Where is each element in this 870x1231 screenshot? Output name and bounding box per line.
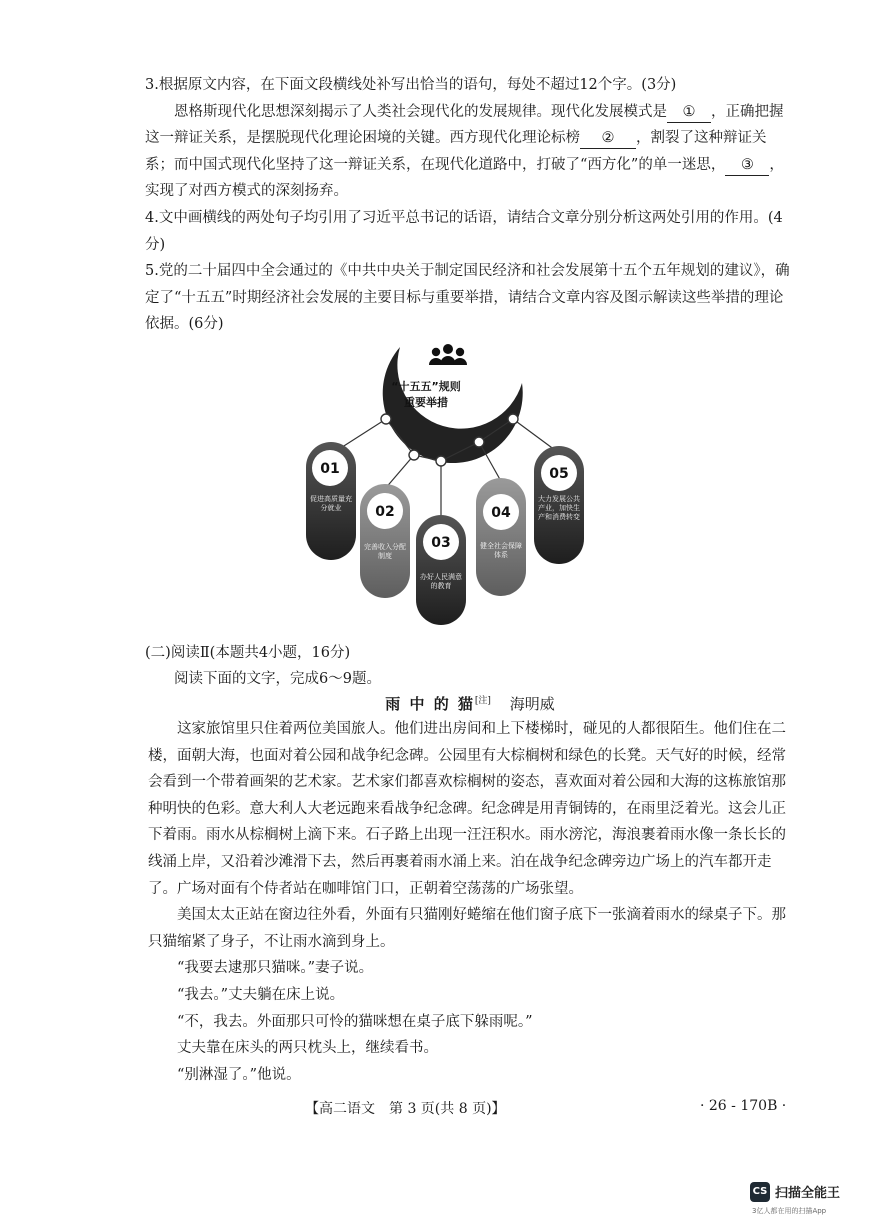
passage-paragraph: “我去。”丈夫躺在床上说。 (177, 986, 345, 1003)
camscanner-logo-icon: CS (750, 1182, 770, 1202)
measures-diagram (296, 335, 596, 635)
measure-03-text: 办好人民满意的教育 (420, 573, 462, 590)
passage-paragraph: 丈夫靠在床头的两只枕头上，继续看书。 (177, 1040, 438, 1057)
measure-03 (416, 515, 466, 625)
passage-paragraph: 这家旅馆里只住着两位美国旅人。他们进出房间和上下楼梯时，碰见的人都很陌生。他们住在二楼，面朝大海，也面对着公园和战争纪念碑。公园里有大棕榈树和绿色的长凳。天气好的时候，经常会看到一个带着画架的艺术家。艺术家们都喜欢棕榈树的姿态，喜欢面对着公园和大海的这栋旅馆那种明快的色彩。意大利人大老远跑来看战争纪念碑。纪念碑是用青铜铸的，在雨里泛着光。这会儿正下着雨。雨水从棕榈树上滴下来。石子路上出现一汪汪积水。雨水滂沱，海浪裹着雨水像一条长长的线涌上岸，又沿着沙滩滑下去，然后再裹着雨水涌上来。泊在战争纪念碑旁边广场上的汽车都开走了。广场对面有个侍者站在咖啡馆门口，正朝着空荡荡的广场张望。 (148, 721, 786, 897)
passage-paragraph: “不，我去。外面那只可怜的猫咪想在桌子底下躲雨呢。” (177, 1013, 533, 1030)
measure-04 (476, 478, 526, 596)
measure-02-num: 02 (375, 504, 395, 520)
measure-04-num: 04 (491, 505, 511, 521)
q3-blank-2[interactable]: ② (580, 128, 636, 149)
passage-paragraph: “我要去逮那只猫咪。”妻子说。 (177, 960, 374, 977)
passage-body (148, 716, 788, 1088)
q3-text-3: ，割裂了这种辩证关系；而中国式现代化坚持了这一辩证关系，在现代化道路中，打破了“西方化”的单一迷思， (145, 130, 767, 173)
passage-paragraph: “别淋湿了。”他说。 (177, 1066, 301, 1083)
passage-title: 雨 中 的 猫 (385, 695, 475, 713)
q3-text-4: ，实现了对西方模式的深刻扬弃。 (145, 156, 784, 199)
passage-title-line (145, 690, 795, 715)
passage-title-note: [注] (474, 696, 491, 706)
q3-blank-1[interactable]: ① (667, 102, 711, 123)
passage-paragraph: 美国太太正站在窗边往外看，外面有只猫刚好蜷缩在他们窗子底下一张滴着雨水的绿桌子下。那只猫缩紧了身子，不让雨水滴到身上。 (148, 907, 786, 950)
paper-code: · 26 - 170B · (700, 1098, 787, 1114)
page-footer: 【高二语文 第 3 页(共 8 页)】 (305, 1101, 506, 1117)
section-2-heading-block (145, 640, 381, 692)
question-5 (145, 258, 795, 338)
section-2-instruction: 阅读下面的文字，完成6～9题。 (174, 671, 381, 687)
q3-text-2: ，正确把握这一辩证关系，是摆脱现代化理论困境的关键。西方现代化理论标榜 (145, 103, 784, 146)
question-4 (145, 205, 795, 258)
passage-author: 海明威 (509, 695, 555, 713)
section-2-heading: (二)阅读Ⅱ(本题共4小题，16分) (145, 645, 351, 661)
watermark-name: 扫描全能王 (775, 1186, 841, 1201)
measure-03-num: 03 (431, 535, 451, 551)
measure-01-text: 促进高质量充分就业 (310, 495, 352, 512)
q5-text: 5.党的二十届四中全会通过的《中共中央关于制定国民经济和社会发展第十五个五年规划的建议》，确定了“十五五”时期经济社会发展的主要目标与重要举措，请结合文章内容及图示解读这些举措的理论依据。(6分) (145, 263, 790, 332)
measure-04-text: 健全社会保障体系 (480, 542, 522, 559)
q3-body (145, 99, 795, 205)
q3-text-1: 恩格斯现代化思想深刻揭示了人类社会现代化的发展规律。现代化发展模式是 (174, 103, 667, 120)
measure-05-text: 大力发展公共产业，加快生产和消费转变 (538, 495, 580, 521)
watermark-slogan: 3亿人都在用的扫描App (752, 1207, 827, 1215)
measure-05 (534, 446, 584, 564)
q3-stem: 3.根据原文内容，在下面文段横线处补写出恰当的语句，每处不超过12个字。(3分) (145, 77, 677, 93)
q3-blank-3[interactable]: ③ (725, 155, 769, 176)
q4-text: 4.文中画横线的两处句子均引用了习近平总书记的话语，请结合文章分别分析这两处引用的作用。(4分) (145, 210, 783, 253)
measure-05-num: 05 (549, 466, 569, 482)
diagram-title-1: “十五五”规则 (391, 380, 461, 393)
measure-01-num: 01 (320, 461, 340, 477)
measure-02 (360, 484, 410, 598)
diagram-title-2: 重要举措 (404, 396, 448, 409)
question-3 (145, 72, 795, 205)
measure-01 (306, 442, 356, 560)
scanner-watermark (750, 1180, 862, 1220)
measure-02-text: 完善收入分配制度 (364, 543, 406, 560)
people-icon (429, 344, 467, 365)
